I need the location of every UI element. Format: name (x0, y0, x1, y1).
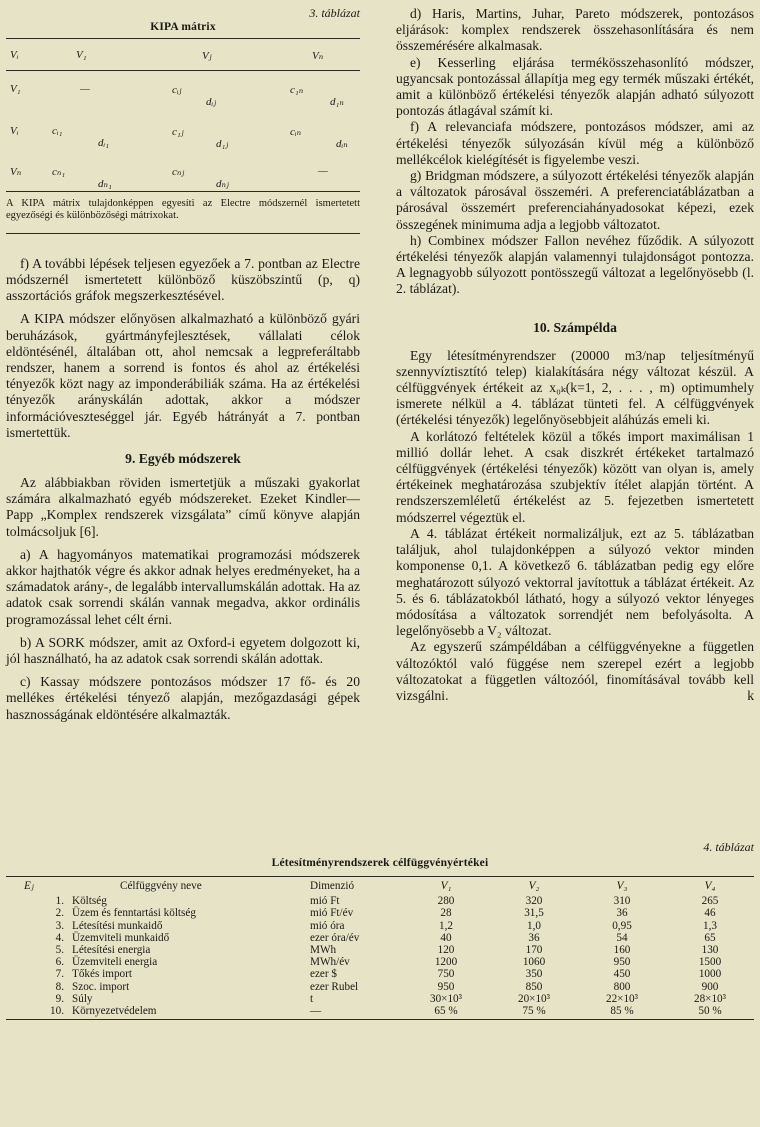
paragraph-d: d) Haris, Martins, Juhar, Pareto módszerek, pontozásos eljárások: komplex rendszerek összehasonlítására és nem összemérésére alkalmasak. (396, 6, 754, 54)
kipa-r2-label: Vᵢ (10, 125, 19, 137)
row-v1: 1,2 (439, 919, 453, 932)
kipa-header-v1: V₁ (76, 49, 87, 61)
kipa-r2-d1: dᵢ₁ (98, 137, 110, 149)
table4-body (6, 895, 754, 1017)
col-header-v4: V₄ (704, 880, 716, 892)
row-dimension: MWh (310, 944, 337, 957)
row-v1: 950 (437, 980, 455, 993)
row-number: 10. (50, 1005, 64, 1018)
kipa-r1-dj: dᵢⱼ (206, 96, 217, 108)
row-v2: 320 (525, 895, 543, 908)
col-header-v1: V₁ (440, 880, 452, 892)
row-v1: 28 (440, 907, 452, 920)
kipa-r2-cn: cᵢₙ (290, 126, 302, 138)
paragraph-c: c) Kassay módszere pontozásos módszer 17 fő- és 20 mellékes értékelési tényező alapján, mezőgazdasági gépek hasznosságának eldöntésére alkalmazták. (6, 674, 360, 722)
row-v4: 1500 (698, 956, 722, 969)
row-name: Tőkés import (72, 968, 132, 981)
table3-caption: 3. táblázat (309, 6, 360, 20)
paragraph-example-1: Egy létesítményrendszer (20000 m3/nap teljesítményű szennyvíztisztító telep) kialakítására négy változat készül. A célfüggvények értékeit az x₀ₖ(k=1, 2, . . . , m) optimumhely ismerete nélkül a 4. táblázat tünteti fel. A célfüggvények (értékelési tényezők) legelőnyösebbjeit aláhúzás emeli ki. (396, 347, 754, 428)
row-name: Környezetvédelem (72, 1005, 157, 1018)
table-row (6, 907, 754, 919)
row-v2: 1,0 (527, 919, 541, 932)
table4 (6, 840, 754, 1020)
kipa-header-vj: Vⱼ (202, 50, 212, 62)
right-column (396, 6, 754, 704)
col-header-v2: V₂ (528, 880, 540, 892)
table-row (6, 1005, 754, 1017)
col-header-ej: Eⱼ (24, 880, 34, 892)
kipa-r3-d1: dₙ₁ (98, 178, 112, 190)
kipa-r3-dj: dₙⱼ (216, 178, 229, 190)
kipa-r1-dn: d₁ₙ (330, 96, 344, 108)
row-dimension: mió Ft (310, 895, 340, 908)
paragraph-a: a) A hagyományos matematikai programozási módszerek akkor hajthatók végre és akkor adnak helyes eredményeket, ha a számadatok arány-, de legalább intervallumskálán adottak. Ha az adatok csak sorrendi skálán vannak megadva, akkor ordinális programozással lehet célt érni. (6, 546, 360, 627)
kipa-r1-cn: c₁ₙ (290, 84, 304, 96)
row-name: Üzemviteli energia (72, 956, 158, 969)
row-v3: 54 (616, 931, 628, 944)
paragraph-end-mark: k (747, 687, 754, 703)
row-v1: 750 (437, 968, 455, 981)
row-v4: 46 (704, 907, 716, 920)
row-name: Költség (72, 895, 107, 908)
paragraph-h: h) Combinex módszer Fallon nevéhez fűződik. A súlyozott értékelési tényezők alapján valamennyi tulajdonságot pontozza. A legnagyobb súlyozott pontösszegű változat a legelőnyösebb (l. 2. táblázat). (396, 232, 754, 297)
section-heading-10: 10. Számpélda (533, 319, 617, 335)
row-v3: 950 (613, 956, 631, 969)
paragraph-f: f) A további lépések teljesen egyezőek a 7. pontban az Electre módszernél ismertetett különböző küszöbszintű (p, q) asszortációs gráfok megszerkesztésével. (6, 255, 360, 304)
row-v2: 36 (528, 931, 540, 944)
row-v1: 280 (437, 895, 455, 908)
kipa-r2-cj: c₁ⱼ (172, 126, 184, 138)
col-header-dim: Dimenzió (310, 880, 355, 892)
row-number: 5. (55, 944, 64, 957)
row-v3: 310 (613, 895, 631, 908)
row-v4: 65 (704, 931, 716, 944)
paragraph-e: e) Kesserling eljárása termékösszehasonlító módszer, ugyancsak pontozással állapítja meg egy termék műszaki értékét, amit a különböző értékelési tényezők alapján adható súlyozott pontozás átlagával számít ki. (396, 54, 754, 119)
row-v1: 65 % (434, 1005, 458, 1018)
row-dimension: ezer $ (310, 968, 338, 981)
paragraph-intro: Az alábbiakban röviden ismertetjük a műszaki gyakorlat számára alkalmazható egyéb módszereket. Ezeket Kindler—Papp „Komplex rendszerek vizsgálata” című könyve alapján tolmácsoljuk [6]. (6, 475, 360, 539)
table-row (6, 981, 754, 993)
table4-header-row (6, 877, 754, 895)
kipa-r2-dj: d₁ⱼ (216, 138, 229, 150)
table-row (6, 993, 754, 1005)
table-row (6, 920, 754, 932)
paragraph-rf: f) A relevanciafa módszere, pontozásos módszer, ami az értékelési tényezők súlyozásán kívül még a különböző mellékcélok kielégítését is figyelembe veszi. (396, 119, 754, 167)
section-heading-9: 9. Egyéb módszerek (125, 451, 241, 467)
table3-title: KIPA mátrix (150, 21, 216, 33)
row-v1: 40 (440, 931, 452, 944)
row-v2: 1060 (522, 956, 546, 969)
row-v3: 0,95 (612, 919, 632, 932)
row-name: Létesítési munkaidő (72, 919, 163, 932)
row-v2: 850 (525, 980, 543, 993)
paragraph-example-2: A korlátozó feltételek közül a tőkés import maximálisan 1 millió dollár lehet. A csak diszkrét értékeket tartalmazó célfüggvények (értékelési tényezők) között van olyan is, amely értékeinek meghatározása szubjektív ítélet alapján történt. A rendszerszemléletű értékelést az 5. fejezetben ismertetett módszerrel végeztük el. (396, 428, 754, 525)
kipa-r2-c1: cᵢ₁ (52, 125, 63, 137)
row-name: Létesítési energia (72, 944, 151, 957)
table-row (6, 968, 754, 980)
paragraph-g: g) Bridgman módszere, a súlyozott értékelési tényezők alapján a változatok párosával összeméri. A preferenciatáblázatban a párosával összemért preferenciahányadosokat képezi, ezek összegének minimuma adja a legjobb változatot. (396, 168, 754, 232)
row-v2: 20×10³ (517, 992, 551, 1005)
row-number: 2. (55, 907, 64, 920)
kipa-r3-cn: — (318, 165, 328, 177)
row-number: 3. (55, 919, 64, 932)
row-dimension: mió óra (310, 919, 345, 932)
row-name: Üzem és fenntartási költség (72, 907, 196, 920)
kipa-r2-dn: dᵢₙ (336, 138, 348, 150)
paragraph-example-4-text: Az egyszerű számpéldában a célfüggvényekne a független változóktól való függése nem szerepel ezért a legjobb változatokat a független változóól, finomításával tovább kell vizsgálni. (396, 639, 754, 703)
row-name: Súly (72, 992, 93, 1005)
row-v2: 170 (525, 944, 543, 957)
row-v4: 265 (701, 895, 719, 908)
row-dimension: t (310, 992, 314, 1005)
row-v4: 1,3 (703, 919, 717, 932)
row-v3: 450 (613, 968, 631, 981)
row-v4: 28×10³ (693, 992, 727, 1005)
kipa-r3-label: Vₙ (10, 166, 22, 178)
table4-title: Létesítményrendszerek célfüggvényértékei (271, 857, 489, 869)
row-dimension: mió Ft/év (310, 907, 354, 920)
paragraph-example-4 (396, 639, 754, 704)
row-name: Szoc. import (72, 980, 130, 993)
left-column (6, 6, 360, 723)
kipa-r3-cj: cₙⱼ (172, 166, 185, 178)
row-number: 9. (55, 992, 64, 1005)
table-row (6, 956, 754, 968)
table3 (6, 6, 360, 234)
row-dimension: MWh/év (310, 956, 350, 969)
kipa-r1-c1: — (80, 83, 90, 95)
kipa-header-vn: Vₙ (312, 50, 324, 62)
table-row (6, 932, 754, 944)
row-v2: 350 (525, 968, 543, 981)
row-v3: 22×10³ (605, 992, 639, 1005)
col-header-v3: V₃ (616, 880, 628, 892)
row-v3: 85 % (610, 1005, 634, 1018)
kipa-r3-c1: cₙ₁ (52, 166, 66, 178)
row-dimension: ezer óra/év (310, 931, 360, 944)
row-name: Üzemviteli munkaidő (72, 931, 170, 944)
row-v4: 1000 (698, 968, 722, 981)
paragraph-example-3: A 4. táblázat értékeit normalizáljuk, ezt az 5. táblázatban találjuk, ahol tulajdonképpen a súlyozó vektor minden komponense 0,1. A következő 6. táblázatban pedig egy előre meghatározott súlyozó vektorral javítottuk a táblázat értékeit. Az 5. és 6. táblázatokból látható, hogy a súlyozó vektor lényeges módosítása a változatok sorrendjét nem befolyásolta. A legelőnyösebb a V₂ változat. (396, 525, 754, 639)
row-v4: 50 % (698, 1005, 722, 1018)
kipa-r1-label: V₁ (10, 83, 21, 95)
table-row (6, 895, 754, 907)
row-dimension: — (310, 1005, 322, 1018)
kipa-r1-cj: cᵢⱼ (172, 84, 182, 96)
row-v1: 30×10³ (429, 992, 463, 1005)
row-v2: 31,5 (524, 907, 544, 920)
row-v3: 36 (616, 907, 628, 920)
row-v1: 120 (437, 944, 455, 957)
row-v4: 130 (701, 944, 719, 957)
row-v3: 160 (613, 944, 631, 957)
row-v3: 800 (613, 980, 631, 993)
table4-caption: 4. táblázat (703, 840, 754, 854)
row-number: 8. (55, 980, 64, 993)
row-dimension: ezer Rubel (310, 980, 359, 993)
table3-note: A KIPA mátrix tulajdonképpen egyesíti az Electre módszernél ismertetett egyezőségi és különbözőségi mátrixokat. (6, 198, 360, 222)
row-v1: 1200 (434, 956, 458, 969)
row-number: 1. (55, 895, 64, 908)
row-number: 7. (55, 968, 64, 981)
table-row (6, 944, 754, 956)
kipa-matrix (6, 39, 360, 191)
paragraph-b: b) A SORK módszer, amit az Oxford-i egyetem dolgozott ki, jól használható, ha az adatok csak sorrendi skálán adottak. (6, 634, 360, 667)
table4-grid (6, 877, 754, 1017)
paragraph-kipa: A KIPA módszer előnyösen alkalmazható a különböző gyári beruházások, gyártmányfejlesztések, vállalati célok eldöntésénél, általában ott, ahol nemcsak a legpreferáltabb rendszer, hanem a sorrend is fontos és ahol az értékelési tényezők közt nagy az imponderábiliák száma. Ha az értékelési tényezők arányskálán adottak, akkor a módszer információveszteséggel jár. Egyéb hátrányát a 7. pontban ismertettük. (6, 311, 360, 440)
row-number: 6. (55, 956, 64, 969)
row-v4: 900 (701, 980, 719, 993)
row-v2: 75 % (522, 1005, 546, 1018)
col-header-name: Célfüggvény neve (120, 880, 202, 892)
kipa-header-vi: Vᵢ (10, 49, 19, 61)
row-number: 4. (55, 931, 64, 944)
